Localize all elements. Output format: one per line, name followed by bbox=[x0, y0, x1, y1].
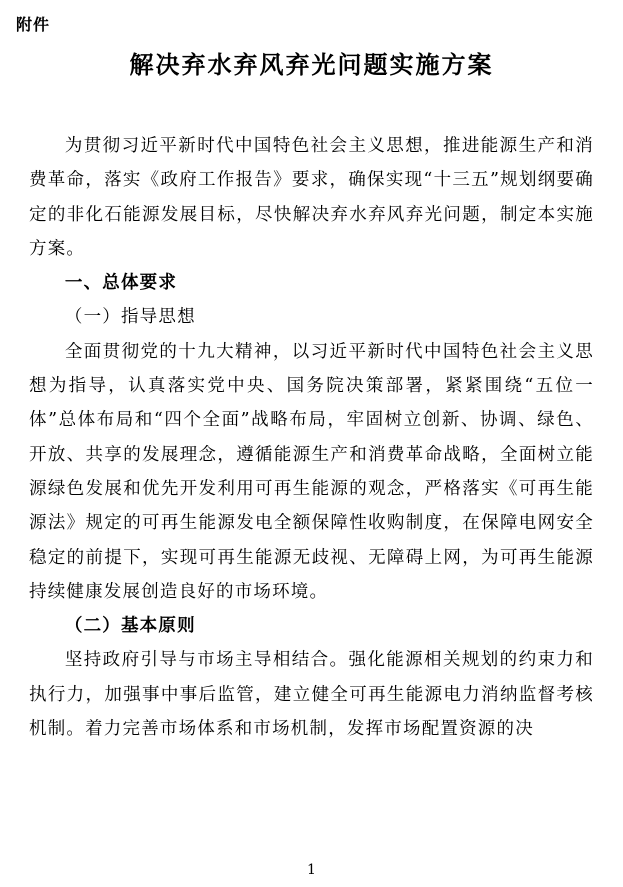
document-title: 解决弃水弃风弃光问题实施方案 bbox=[129, 50, 494, 79]
page-number: 1 bbox=[307, 862, 316, 878]
subsection-heading-guiding-ideology: （一）指导思想 bbox=[64, 307, 196, 328]
section-heading-overall-requirements: 一、总体要求 bbox=[64, 273, 178, 294]
guiding-ideology-paragraph: 全面贯彻党的十九大精神，以习近平新时代中国特色社会主义思想为指导，认真落实党中央、国务院决策部署，紧紧围绕“五位一体”总体布局和“四个全面”战略布局，牢固树立创新、协调、绿色、开放、共享的发展理念，遵循能源生产和消费革命战略，全面树立能源绿色发展和优先开发利用可再生能源的观念，严格落实《可再生能源法》规定的可再生能源发电全额保障性收购制度，在保障电网安全稳定的前提下，实现可再生能源无歧视、无障碍上网，为可再生能源持续健康发展创造良好的市场环境。 bbox=[29, 341, 594, 602]
attachment-label: 附件 bbox=[16, 15, 51, 34]
subsection-heading-basic-principles: （二）基本原则 bbox=[64, 616, 196, 637]
document-body bbox=[29, 129, 594, 746]
basic-principles-paragraph: 坚持政府引导与市场主导相结合。强化能源相关规划的约束力和执行力，加强事中事后监管，建立健全可再生能源电力消纳监督考核机制。着力完善市场体系和市场机制，发挥市场配置资源的决 bbox=[29, 650, 594, 740]
intro-paragraph: 为贯彻习近平新时代中国特色社会主义思想，推进能源生产和消费革命，落实《政府工作报告》要求，确保实现“十三五”规划纲要确定的非化石能源发展目标，尽快解决弃水弃风弃光问题，制定本实施方案。 bbox=[29, 136, 594, 259]
